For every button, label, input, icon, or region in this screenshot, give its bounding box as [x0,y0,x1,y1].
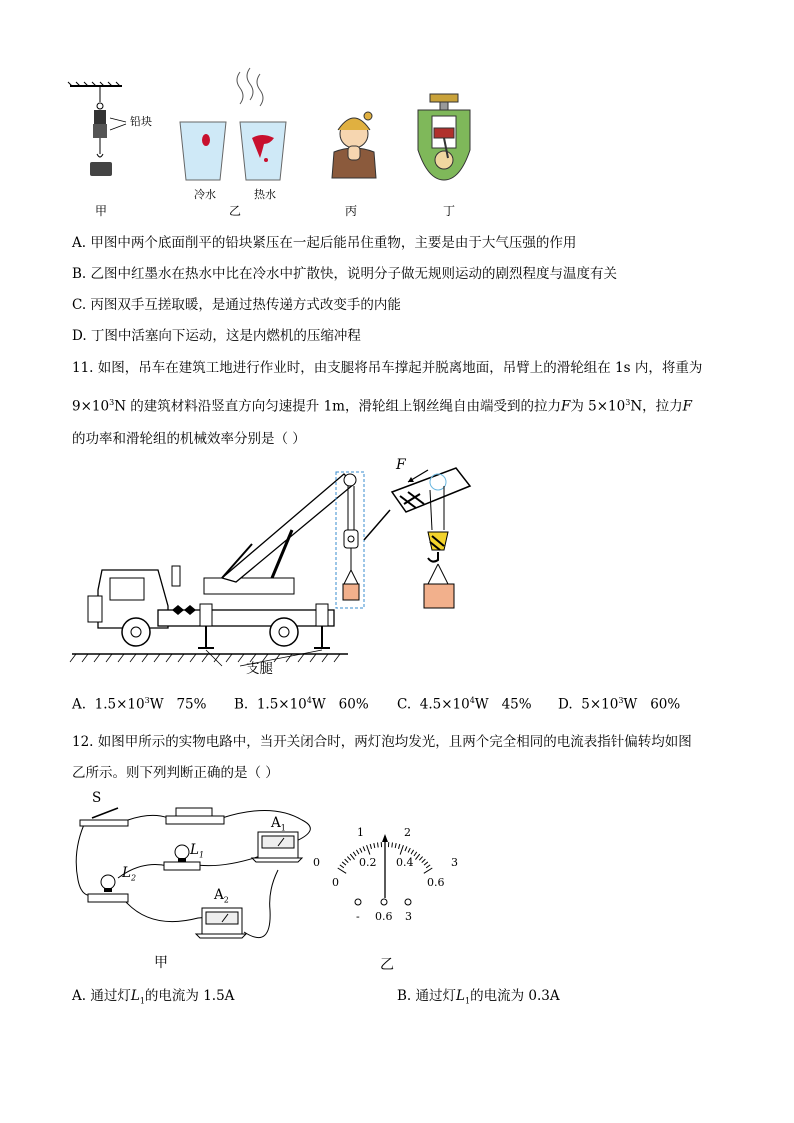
lamp-L2-label: $L_2$ [122,865,137,883]
switch-S-label: S [92,790,102,806]
ammeter-A2-label: $A_2$ [214,887,229,905]
dial-tick [392,843,393,848]
q12-stem-line1: 12. 如图甲所示的实物电路中，当开关闭合时，两灯泡均发光，且两个完全相同的电流表指针偏转均如图 [72,734,692,750]
q10-option-d: D. 丁图中活塞向下运动，这是内燃机的压缩冲程 [72,328,361,344]
scale-bottom-3: 0.6 [427,876,445,889]
q10-option-a: A. 甲图中两个底面削平的铅块紧压在一起后能吊住重物，主要是由于大气压强的作用 [72,235,577,251]
dial-tick [363,846,365,851]
q11-option-c: C. $4.5\times 10^4W$ 45% [397,696,532,713]
scale-top-3: 3 [451,856,458,869]
force-F-label: F [396,457,406,473]
dial-tick [419,857,422,861]
dial-tick [342,862,346,865]
dial-tick [395,843,396,848]
dial-tick [374,843,375,848]
q12-stem-line2: 乙所示。则下列判断正确的是（ ） [72,765,279,781]
q11-option-a: A. $1.5\times 10^3W$ 75% [72,696,207,713]
q11-option-d: D. $5\times 10^3W$ 60% [558,696,681,713]
scale-top-0: 0 [313,856,320,869]
dial-tick [350,854,354,859]
figure-rubbing-hands [328,112,378,182]
hot-water-label: 热水 [254,188,276,201]
q11-option-b: B. $1.5\times 10^4W$ 60% [234,696,369,713]
dial-tick [411,850,414,854]
fig-yi-label: 乙 [380,957,394,973]
figure-crane [72,460,472,685]
dial-tick [360,848,362,852]
cold-water-label: 冷水 [194,188,216,201]
scale-top-1: 1 [357,826,364,839]
dial-tick [340,865,344,868]
dial-pointer-head [382,834,388,842]
dial-tick [422,859,426,862]
dial-tick [347,857,350,861]
dial-tick [399,844,400,849]
q11-stem-line2: $9\times 10^3N$ 的建筑材料沿竖直方向匀速提升 1m，滑轮组上钢丝绳自由端受到的拉力F为 $5\times 10^3N$，拉力F [72,398,693,415]
q11-stem-line3: 的功率和滑轮组的机械效率分别是（ ） [72,431,306,447]
dial-tick [424,862,428,865]
scale-bottom-1: 0.2 [359,856,377,869]
figure-lead-blocks [70,82,160,192]
scale-bottom-0: 0 [332,876,339,889]
terminal-minus: - [356,910,360,923]
dial-tick [405,846,407,851]
fig-label-ding: 丁 [443,204,456,218]
dial-tick [424,868,432,873]
fig-label-jia: 甲 [95,204,108,218]
dial-tick [414,852,417,856]
scale-bottom-2: 0.4 [396,856,414,869]
dial-tick [356,850,359,854]
fig-jia-label: 甲 [154,955,168,971]
dial-tick [426,865,430,868]
figure-engine [414,92,474,184]
q12-option-b: B. 通过灯$L_1$的电流为 0.3A [397,988,560,1006]
dial-tick [338,868,346,873]
lead-block-label: 铅块 [130,115,152,128]
dial-tick [370,844,371,849]
q10-option-b: B. 乙图中红墨水在热水中比在冷水中扩散快，说明分子做无规则运动的剧烈程度与温度有关 [72,266,618,282]
terminal-3: 3 [405,910,412,923]
dial-tick [415,854,419,859]
figure-ink-diffusion [178,66,293,186]
support-leg-label: 支腿 [246,661,273,677]
dial-tick [367,845,370,854]
q11-stem-line1: 11. 如图，吊车在建筑工地进行作业时，由支腿将吊车撑起并脱离地面，吊臂上的滑轮组在 1s 内，将重为 [72,360,703,376]
dial-tick [378,843,379,848]
scale-top-2: 2 [404,826,411,839]
dial-tick [353,852,356,856]
fig-label-yi: 乙 [229,204,242,218]
dial-tick [400,845,403,854]
fig-label-bing: 丙 [345,204,358,218]
ammeter-A1-label: $A_1$ [271,815,286,833]
terminal-dots [350,896,420,910]
q10-option-c: C. 丙图双手互搓取暖，是通过热传递方式改变手的内能 [72,297,401,313]
dial-tick [345,859,349,862]
lamp-L1-label: $L_1$ [190,842,205,860]
dial-tick [408,848,410,852]
terminal-0.6: 0.6 [375,910,393,923]
q12-option-a: A. 通过灯$L_1$的电流为 1.5A [72,988,235,1006]
